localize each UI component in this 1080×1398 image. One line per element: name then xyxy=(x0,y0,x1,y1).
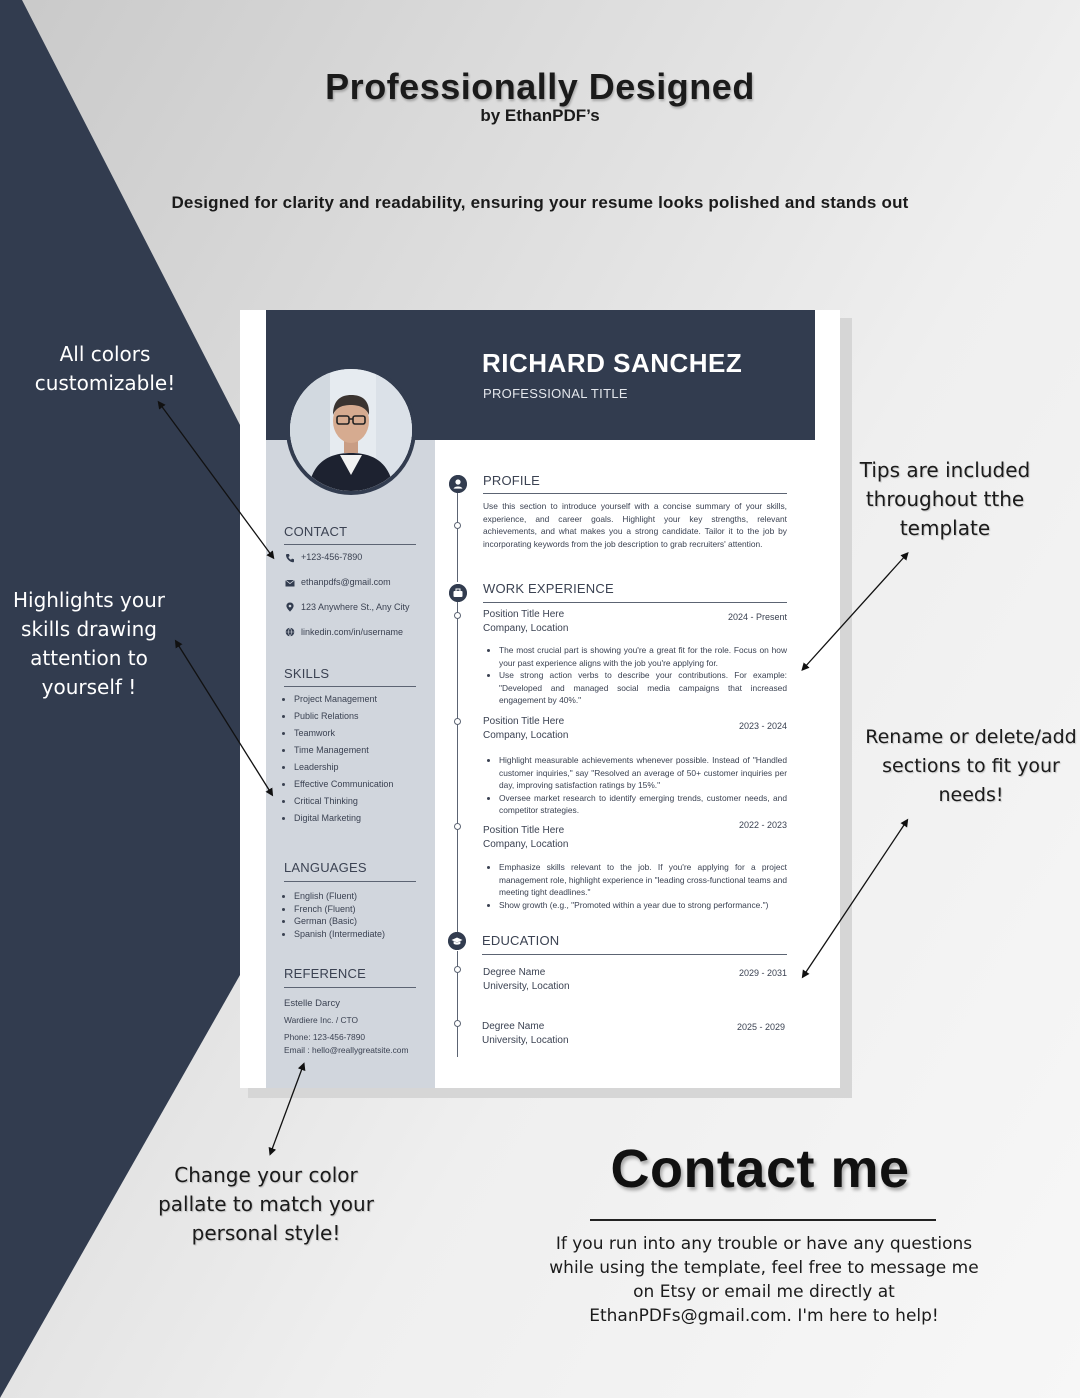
location-icon xyxy=(285,602,295,612)
callout-skills-line: yourself ! xyxy=(41,675,137,699)
education-heading: EDUCATION xyxy=(482,933,560,948)
work-heading: WORK EXPERIENCE xyxy=(483,581,614,596)
skill-item: • Digital Marketing xyxy=(294,813,424,823)
skills-heading: SKILLS xyxy=(284,666,330,681)
resume-page xyxy=(240,310,840,1088)
timeline-dot xyxy=(454,522,461,529)
education-dates: 2029 - 2031 xyxy=(738,968,787,978)
job-title: Position Title Here xyxy=(483,609,565,620)
job-dates: 2022 - 2023 xyxy=(738,820,787,830)
callout-palette xyxy=(150,1161,382,1248)
reference-company: Wardiere Inc. / CTO xyxy=(284,1015,358,1025)
skill-item: • Project Management xyxy=(294,694,424,704)
job-bullet: • Oversee market research to identify emerging trends, customer needs, and competitor strategies. xyxy=(499,792,787,817)
reference-phone-label: Phone: xyxy=(284,1032,311,1042)
resume-name: RICHARD SANCHEZ xyxy=(482,348,743,378)
contact-phone: +123-456-7890 xyxy=(301,552,363,562)
callout-tips-line: Tips are included xyxy=(859,458,1031,482)
contact-linkedin: linkedin.com/in/username xyxy=(301,627,404,637)
work-divider xyxy=(483,602,787,603)
profile-divider xyxy=(483,493,787,494)
timeline-line xyxy=(457,492,458,582)
skill-item: • Critical Thinking xyxy=(294,796,424,806)
contact-message-line: while using the template, feel free to message me xyxy=(549,1258,979,1278)
reference-email-value: hello@reallygreatsite.com xyxy=(311,1045,409,1055)
page-subtitle: by EthanPDF’s xyxy=(480,106,600,125)
callout-palette-line: Change your color xyxy=(174,1163,358,1187)
resume-title: PROFESSIONAL TITLE xyxy=(483,386,628,401)
callout-tips-line: template xyxy=(899,516,991,540)
job-bullet: • Show growth (e.g., "Promoted within a year due to strong performance.") xyxy=(499,899,787,912)
timeline-line xyxy=(457,600,458,932)
timeline-dot xyxy=(454,966,461,973)
job-bullets xyxy=(483,644,787,707)
contact-message-line: EthanPDFs@gmail.com. I'm here to help! xyxy=(589,1306,939,1326)
contact-message-line: on Etsy or email me directly at xyxy=(633,1282,895,1302)
tagline: Designed for clarity and readability, ensuring your resume looks polished and stands out xyxy=(171,193,909,212)
languages-divider xyxy=(284,881,416,882)
callout-sections-line: needs! xyxy=(938,784,1004,806)
email-icon xyxy=(285,578,295,588)
callout-palette-line: personal style! xyxy=(191,1221,341,1245)
job-entry xyxy=(483,715,787,817)
timeline-dot xyxy=(454,823,461,830)
skill-item: • Teamwork xyxy=(294,728,424,738)
callout-skills-line: attention to xyxy=(30,646,148,670)
callout-colors-line: All colors xyxy=(59,342,151,366)
job-company: Company, Location xyxy=(483,839,569,850)
contact-email: ethanpdfs@gmail.com xyxy=(301,577,391,587)
reference-heading: REFERENCE xyxy=(284,966,366,981)
languages-heading: LANGUAGES xyxy=(284,860,367,875)
job-title: Position Title Here xyxy=(483,825,565,836)
job-bullet: • Highlight measurable achievements whenever possible. Instead of "Handled customer inquiries," say "Resolved an average of 50+ customer inquiries per day, improving satisfaction ratings by 15%." xyxy=(499,754,787,792)
job-dates: 2023 - 2024 xyxy=(738,721,787,731)
education-school: University, Location xyxy=(483,981,570,992)
education-degree: Degree Name xyxy=(482,1021,545,1032)
education-divider xyxy=(482,954,787,955)
profile-text: Use this section to introduce yourself with a concise summary of your skills, experience, and career goals. Highlight your key strengths, relevant achievements, and what makes you a strong candidate. Tailor it to the job by incorporating keywords from the job description to grab recruiters' attention. xyxy=(483,501,787,549)
job-title: Position Title Here xyxy=(483,716,565,727)
reference-email-label: Email : xyxy=(284,1045,310,1055)
education-entry xyxy=(482,1020,787,1048)
callout-skills xyxy=(4,586,174,702)
reference-phone xyxy=(284,1032,365,1042)
contact-heading-main: Contact me xyxy=(610,1139,910,1199)
timeline-dot xyxy=(454,1020,461,1027)
education-entry xyxy=(483,966,787,994)
job-dates: 2024 - Present xyxy=(727,612,787,622)
contact-underline xyxy=(590,1219,936,1221)
callout-sections-line: Rename or delete/add xyxy=(865,726,1077,748)
education-degree: Degree Name xyxy=(483,967,546,978)
skills-divider xyxy=(284,686,416,687)
job-bullets xyxy=(483,861,787,911)
contact-message-line: If you run into any trouble or have any questions xyxy=(555,1234,973,1254)
job-bullet: • Emphasize skills relevant to the job. If you're applying for a project management role, highlight experience in "leading cross-functional teams and meeting tight deadlines." xyxy=(499,861,787,899)
callout-tips-line: throughout tthe xyxy=(865,487,1025,511)
callout-tips xyxy=(850,456,1040,543)
job-company: Company, Location xyxy=(483,730,569,741)
callout-sections xyxy=(862,723,1080,810)
person-photo-icon xyxy=(290,369,412,491)
globe-icon xyxy=(285,627,295,637)
phone-icon xyxy=(285,553,295,563)
graduation-cap-icon xyxy=(448,932,466,950)
reference-divider xyxy=(284,987,416,988)
callout-skills-line: Highlights your xyxy=(12,588,166,612)
callout-colors-line: customizable! xyxy=(34,371,176,395)
callout-colors xyxy=(20,340,190,398)
contact-divider xyxy=(284,544,416,545)
education-dates: 2025 - 2029 xyxy=(736,1022,785,1032)
job-bullet: • Use strong action verbs to describe your contributions. For example: "Developed and managed social media campaigns that increased engagement by 40%." xyxy=(499,669,787,707)
languages-list xyxy=(284,890,424,940)
contact-heading: CONTACT xyxy=(284,524,348,539)
callout-palette-line: pallate to match your xyxy=(158,1192,374,1216)
callout-sections-line: sections to fit your xyxy=(882,755,1060,777)
page-title: Professionally Designed xyxy=(325,66,755,107)
skill-item: • Leadership xyxy=(294,762,424,772)
timeline-dot xyxy=(454,612,461,619)
user-icon xyxy=(449,475,467,493)
contact-address: 123 Anywhere St., Any City xyxy=(301,602,410,612)
job-bullet: • The most crucial part is showing you're a great fit for the role. Focus on how your past experience aligns with the job you're applying for. xyxy=(499,644,787,669)
language-item: • German (Basic) xyxy=(294,915,424,928)
skills-list xyxy=(284,694,424,830)
contact-message xyxy=(526,1232,1002,1328)
language-item: • English (Fluent) xyxy=(294,890,424,903)
timeline-dot xyxy=(454,718,461,725)
reference-name: Estelle Darcy xyxy=(284,998,340,1009)
language-item: • French (Fluent) xyxy=(294,903,424,916)
education-school: University, Location xyxy=(482,1035,569,1046)
job-entry xyxy=(483,608,787,707)
job-bullets xyxy=(483,754,787,817)
skill-item: • Time Management xyxy=(294,745,424,755)
reference-phone-value: 123-456-7890 xyxy=(312,1032,366,1042)
profile-heading: PROFILE xyxy=(483,473,541,488)
job-company: Company, Location xyxy=(483,623,569,634)
briefcase-icon xyxy=(449,584,467,602)
language-item: • Spanish (Intermediate) xyxy=(294,928,424,941)
profile-photo xyxy=(286,365,416,495)
job-entry xyxy=(483,820,787,911)
skill-item: • Effective Communication xyxy=(294,779,424,789)
callout-skills-line: skills drawing xyxy=(21,617,157,641)
reference-email xyxy=(284,1045,408,1055)
skill-item: • Public Relations xyxy=(294,711,424,721)
